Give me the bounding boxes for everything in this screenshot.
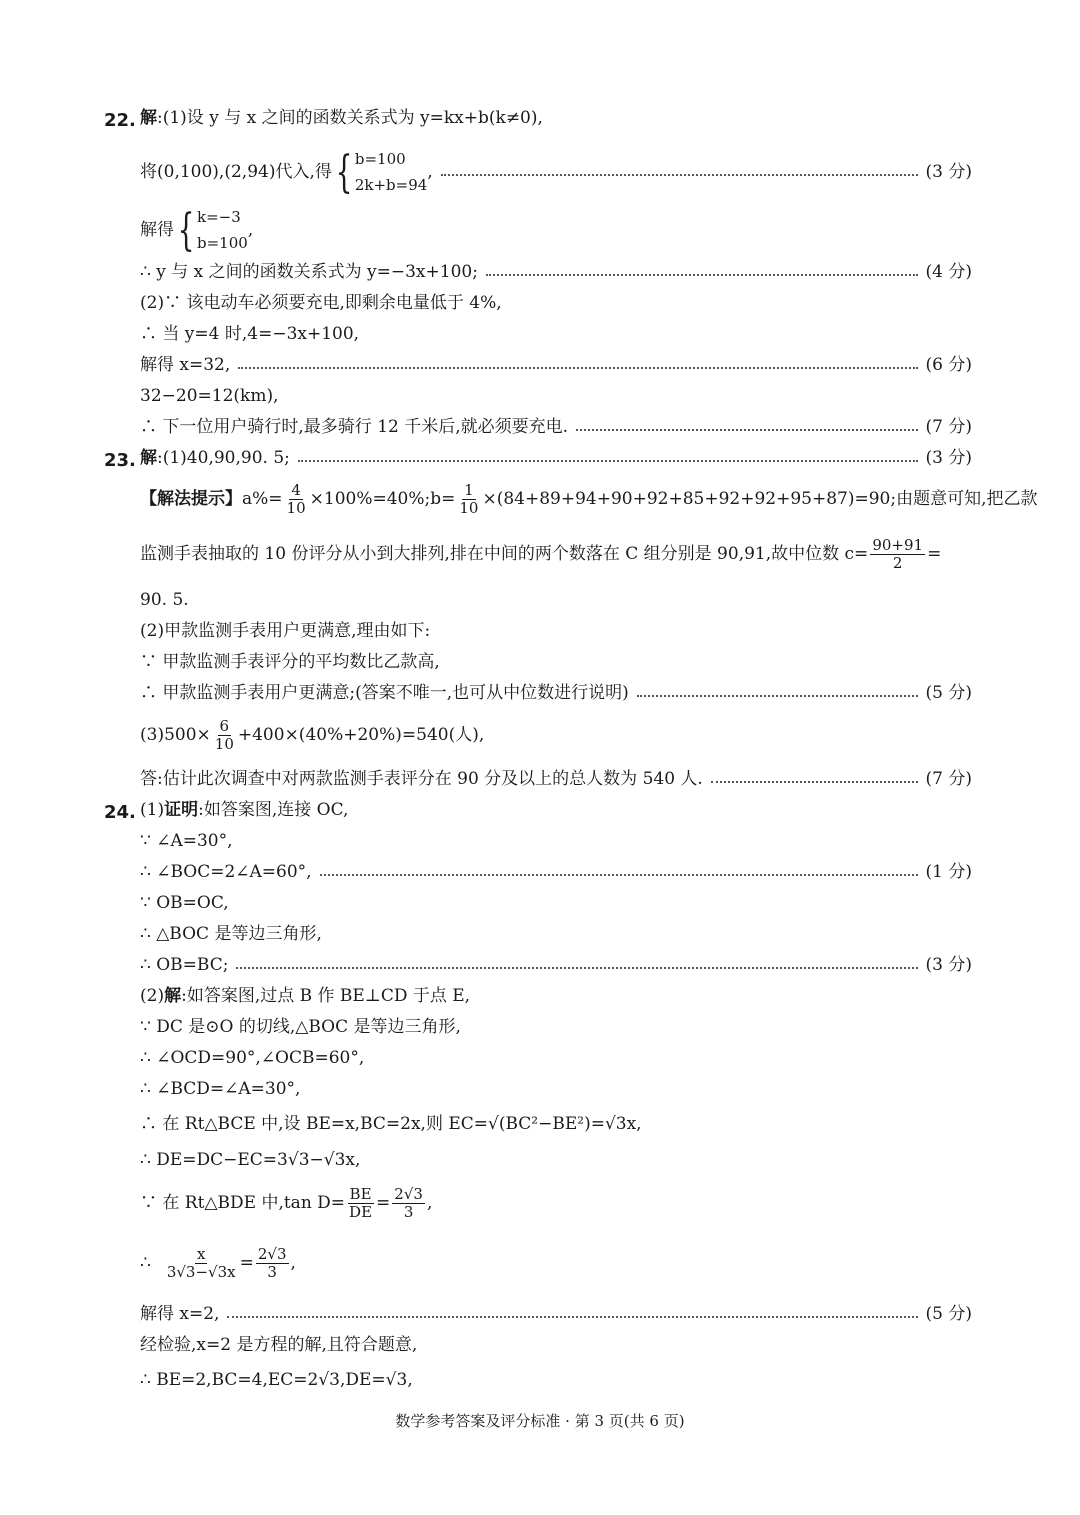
score-label: (1 分) [925, 862, 972, 882]
dot-leader [227, 1316, 917, 1318]
fraction: $\frac{2√3}{3}$ [257, 1245, 287, 1282]
q22-line-9: ∴ 下一位用户骑行时,最多骑行 12 千米后,就必须要充电. (7 分) [140, 417, 972, 437]
score-label: (3 分) [925, 162, 972, 182]
score-label: (5 分) [925, 1304, 972, 1324]
q24-line-1: (1) 证明 :如答案图,连接 OC, [140, 800, 349, 820]
dot-leader [576, 429, 917, 431]
fraction: $\frac{2√3}{3}$ [394, 1185, 423, 1222]
dot-leader [637, 695, 918, 697]
q24-line-11: ∴ 在 Rt△BCE 中,设 BE=x,BC=2x,则 EC=√(BC²−BE²)=√3x, [140, 1114, 642, 1134]
q24-line-15: 解得 x=2, (5 分) [140, 1304, 972, 1324]
q24-line-3: ∴ ∠BOC=2∠A=60°, (1 分) [140, 862, 972, 882]
score-label: (7 分) [925, 769, 972, 789]
score-label: (5 分) [925, 683, 972, 703]
score-label: (3 分) [925, 448, 972, 468]
q22-line-4: ∴ y 与 x 之间的函数关系式为 y=−3x+100; (4 分) [140, 262, 972, 282]
dot-leader [441, 174, 918, 176]
q23-line-9: 答:估计此次调查中对两款监测手表评分在 90 分及以上的总人数为 540 人. (7 分) [140, 769, 972, 789]
q24-line-9: ∴ ∠OCD=90°,∠OCB=60°, [140, 1048, 365, 1068]
q22-line-2: 将(0,100),(2,94)代入,得 { b=100 2k+b=94 , (3 分) [140, 146, 972, 198]
score-label: (7 分) [925, 417, 972, 437]
fraction: $\frac{90+91}{2}$ [872, 536, 924, 573]
q23-line-8: (3)500× $\frac{6}{10}$ +400×(40%+20%)=540(人), [140, 717, 485, 754]
score-label: (3 分) [925, 955, 972, 975]
dot-leader [298, 460, 918, 462]
question-number-24: 24. [104, 802, 136, 823]
dot-leader [486, 274, 918, 276]
fraction: $\frac{x}{3√3-√3x}$ [166, 1245, 236, 1282]
q23-hint-line: 【解法提示】 a%= $\frac{4}{10}$ ×100%=40%;b= $\frac{1}{10}$ ×(84+89+94+90+92+85+92+92+95+87)=90;由题意可知,把乙款 [140, 481, 1038, 518]
q24-line-17: ∴ BE=2,BC=4,EC=2√3,DE=√3, [140, 1370, 413, 1390]
q23-line-7: ∴ 甲款监测手表用户更满意;(答案不唯一,也可从中位数进行说明) (5 分) [140, 683, 972, 703]
q23-line-1: 解 :(1)40,90,90. 5; (3 分) [140, 448, 972, 468]
q24-line-14: ∴ $\frac{x}{3√3-√3x}$ = $\frac{2√3}{3}$ , [140, 1245, 296, 1282]
q24-line-4: ∵ OB=OC, [140, 893, 229, 913]
q24-line-10: ∴ ∠BCD=∠A=30°, [140, 1079, 301, 1099]
fraction: $\frac{1}{10}$ [459, 481, 479, 518]
q22-line-5: (2)∵ 该电动车必须要充电,即剩余电量低于 4%, [140, 293, 502, 313]
q23-line-3: 监测手表抽取的 10 份评分从小到大排列,排在中间的两个数落在 C 组分别是 90,91,故中位数 c= $\frac{90+91}{2}$ = [140, 536, 942, 573]
equation-system: { b=100 2k+b=94 [335, 146, 428, 198]
dot-leader [238, 367, 917, 369]
q24-line-13: ∵ 在 Rt△BDE 中,tan D= $\frac{BE}{DE}$ = $\frac{2√3}{3}$ , [140, 1185, 433, 1222]
q24-line-12: ∴ DE=DC−EC=3√3−√3x, [140, 1150, 361, 1170]
fraction: $\frac{BE}{DE}$ [349, 1185, 373, 1222]
question-number-23: 23. [104, 450, 136, 471]
hint-label: 【解法提示】 [140, 489, 242, 510]
score-label: (6 分) [925, 355, 972, 375]
q23-line-5: (2)甲款监测手表用户更满意,理由如下: [140, 621, 431, 641]
q22-line-1: 解 :(1)设 y 与 x 之间的函数关系式为 y=kx+b(k≠0), [140, 108, 543, 128]
q24-line-8: ∵ DC 是⊙O 的切线,△BOC 是等边三角形, [140, 1017, 461, 1037]
equation-system: { k=−3 b=100 [177, 204, 248, 256]
q22-line-3: 解得 { k=−3 b=100 , [140, 204, 254, 256]
fraction: $\frac{4}{10}$ [286, 481, 306, 518]
dot-leader [320, 874, 918, 876]
question-number-22: 22. [104, 110, 136, 131]
dot-leader [236, 967, 917, 969]
q22-line-7: 解得 x=32, (6 分) [140, 355, 972, 375]
dot-leader [711, 781, 918, 783]
page-footer: 数学参考答案及评分标准 · 第 3 页(共 6 页) [395, 1412, 685, 1430]
q24-line-16: 经检验,x=2 是方程的解,且符合题意, [140, 1335, 418, 1355]
q24-line-7: (2) 解 :如答案图,过点 B 作 BE⊥CD 于点 E, [140, 986, 471, 1006]
fraction: $\frac{6}{10}$ [214, 717, 234, 754]
q22-line-6: ∴ 当 y=4 时,4=−3x+100, [140, 324, 360, 344]
q22-line-8: 32−20=12(km), [140, 386, 279, 406]
q24-line-6: ∴ OB=BC; (3 分) [140, 955, 972, 975]
score-label: (4 分) [925, 262, 972, 282]
q23-line-6: ∵ 甲款监测手表评分的平均数比乙款高, [140, 652, 440, 672]
q24-line-2: ∵ ∠A=30°, [140, 831, 233, 851]
q23-line-4: 90. 5. [140, 590, 189, 610]
q24-line-5: ∴ △BOC 是等边三角形, [140, 924, 322, 944]
